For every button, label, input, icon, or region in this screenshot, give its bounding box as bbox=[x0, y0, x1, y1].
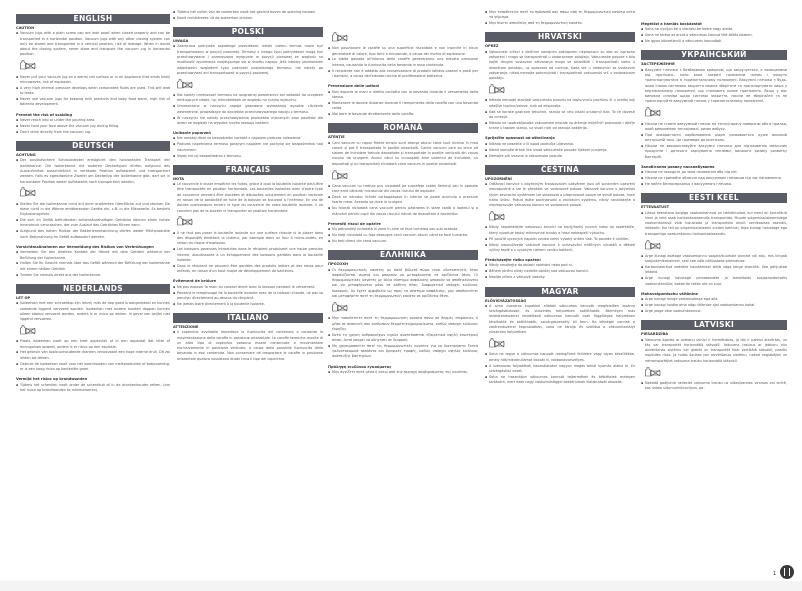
list-item: ▪ Die sich im Gefäß befindenden kohlensäurehaltigen Getränke können einen hohen Innendruck verursachen, der zum Auslauf des Getränkes führen kann. bbox=[16, 218, 170, 229]
scalding-list bbox=[328, 370, 478, 375]
scalding-heading: Evitement de brûlure bbox=[173, 279, 217, 284]
no-horizontal-transport-icon bbox=[176, 216, 194, 226]
scalding-list bbox=[485, 263, 635, 280]
list-item: ▪ Der auslaufsichere Schraubdeckel ermöglicht den horizontalen Transport der Isolierkanne. Die Isolierkanne mit anderen Deckeltypen dürfen aufgrund des Auslaufrisikos ausschließlich in vertikaler Position aufbewahrt und transportiert werden. Falls es irgendwelche Zweifel am Deckeltyp der Isolierkanne gibt, darf sie in horizontaler Position weder aufbewahrt noch transportiert werden. bbox=[16, 158, 170, 184]
column-2 bbox=[173, 8, 323, 363]
list-item: ▪ Během plnění nikdy nedržte obličej nad vakuovou konvicí. bbox=[485, 269, 635, 274]
no-horizontal-transport-icon bbox=[488, 338, 506, 348]
no-horizontal-transport-icon bbox=[331, 302, 349, 312]
no-horizontal-transport-icon bbox=[19, 60, 37, 70]
scalding-heading: Prevenzione delle ustioni bbox=[328, 84, 380, 89]
list-item: ▪ Κατά τη χρήση ανθρακούχων υγρών αναπτύσσεται εξαιρετικά υψηλή εσωτερική πίεση. Αυτό μπορεί να οδηγήσει σε διαρροή. bbox=[328, 333, 478, 344]
list-item: ▪ Nikad nemojte držati lice iznad vakuumske posude tijekom punjenja. bbox=[485, 148, 635, 153]
list-item: ▪ Don't drink directly from the vacuum jug. bbox=[16, 130, 170, 135]
scalding-list bbox=[641, 170, 787, 187]
list-item: ▪ Ärge kunagi minge valamisalasse ega alla. bbox=[641, 297, 787, 302]
list-item: ▪ Cani vacuum cu capac filetat simplu sunt etanșe atunci când sunt închise în mod corect și pot fi transportate în poziție orizontală. Canile vacuum care au orice alt sistem de închidere trebuie depozitate și transportate în poziție verticală din cauza riscului de scurgere. Atunci când nu cunoașteți bine sistemul de închidere, nu depozitați și nu transportați niciodată cana vacuum în poziție orizontală. bbox=[328, 141, 478, 167]
caution-list bbox=[641, 381, 787, 392]
section-header-cestina: ČEŠTINA bbox=[485, 165, 635, 175]
list-item: ▪ Ärge kunagi asetage vaakumkannu soojale/kuumale pinnale või atju, mis kiirgab soojust/mikrolaineid, sest see võib põhjustada plahvatuse. bbox=[641, 254, 787, 265]
scalding-list bbox=[16, 383, 170, 394]
list-item: ▪ Ärge kunagi kasutage piimatoodete ja beebitoidu soojashoidmiseks vaakumkanüüle; bakterite tekke oht on suur. bbox=[641, 276, 787, 287]
list-item: ▪ Never hold your face above the vacuum jug during filling. bbox=[16, 124, 170, 129]
list-item: ▪ Pendant le remplissage de la bouteille isolante avec de la boisson chaude, ne pas se pencher directement au-dessus du récipient. bbox=[173, 291, 323, 302]
no-horizontal-transport-icon bbox=[331, 170, 349, 180]
list-item: ▪ Podczas napełniania termosu gorącym napojem nie pochylaj się bezpośrednio nad naczyniem. bbox=[173, 142, 323, 153]
caution-list bbox=[328, 46, 478, 79]
column-3 bbox=[328, 8, 478, 376]
list-item: ▪ Μη χρησιμοποιείτε ποτέ τις θερμομονωτικές κανάτες για να διατηρήσετε ζεστά γαλακτοκομικά προϊόντα και βρεφικές τροφές, καθώς υπάρχει υψηλός κίνδυνος ανάπτυξης βακτηρίων. bbox=[328, 344, 478, 360]
list-item: ▪ Dans le récipient ne peuvent être gardées des produits laitiers et des repas pour enfants, en raison d'un haut risque de développement de bactéries. bbox=[173, 264, 323, 275]
caution-heading: PIESARDZĪBA bbox=[641, 332, 669, 337]
list-item: ▪ Il recipiente non è addatto alla conservazione di prodotti lattiero-caseari e pasti per i bambini, a causa dell'elevato rischio di proliferazione batterica. bbox=[328, 69, 478, 80]
list-item: ▪ Μην αγγίζετε ποτέ μέσα ή κάτω από την περιοχή σερβιρίσματος της κανάτας. bbox=[328, 370, 478, 375]
list-item: ▪ Dacă se introduc lichide carbogazoase în interior se poate acumula o presiune foarte mare. Aceasta va duce la scurgeri. bbox=[328, 195, 478, 206]
section-header-hrvatski: HRVATSKI bbox=[485, 32, 635, 42]
list-item: ▪ Non posizionare le caraffe su una superficie riscaldata e non inserirle in alcun generatore di calore, tipo forni a microonde, a causa del rischio di esplosione. bbox=[328, 46, 478, 57]
scalding-list bbox=[16, 118, 170, 135]
caution-heading: NOTA bbox=[173, 176, 185, 181]
list-item: ▪ Ніколи не тримайте обличчя над вакуумним глечиком під час наповнення. bbox=[641, 176, 787, 181]
list-item: ▪ Nie należy umieszczać termosu na rozgrzanej powierzchni ani wkładać do urządzeń emitujących ciepło, np. mikrofalówek ze względu na ryzyko wybuchu. bbox=[173, 93, 323, 104]
list-item: ▪ Non esporre le mani a diretto contatto con la bevanda durante il versamento della stessa. bbox=[328, 90, 478, 101]
scalding-list bbox=[328, 227, 478, 244]
column-1 bbox=[16, 8, 170, 394]
list-item: ▪ Nooit rechtstreeks uit de isoleerkan drinken. bbox=[173, 16, 323, 21]
list-item: ▪ Zakręcana pokrywka zapobiega przeciekom, dzięki czemu termos może być transportowany w pozycji poziomej. Termosy z innego typu pokrywkami mogą być przechowywane i przenoszone wyłącznie w pozycji pionowej ze względu na możliwość wyciekania znajdującego się w środku napoju. Jeśli istnieją jakiekolwiek wątpliwości względem typu pokrywki posiadanego termosu, nie należy go przechowywać ani transportować w pozycji poziomej. bbox=[173, 44, 323, 76]
list-item: ▪ A sima csavaros kupakkal ellátott vákuumos kancsók megfelelően lezárva szivárgásbiztosak, és vízszintes helyzetben szállíthatók. Bármilyen más lezárórendszerrel rendelkező vákuumos kancsók csak függőleges helyzetben tárolhatók és szállíthatók, szivárgásveszély áll fenn. Ha kétségei vannak a zárórendszerrel kapcsolatban, soha ne tárolja és szállítsa a vákuumtartályt vízszintes helyzetben. bbox=[485, 304, 635, 336]
list-item: ▪ Umieszczone w naczyniu napoje gazowane wytwarzają wysokie ciśnienie wewnętrzne, prowadzące do wycieków przechowywanego napoju z termosu. bbox=[173, 104, 323, 115]
list-item: ▪ Vakuuma ligzdas ar plakanu skrūvi ir hermētiskas, ja tās ir pareizi aizvērtas, un tās var transportēt horizontālā stāvoklī. Vakuuma traukus ar jebkuru citu aizvēršanas sistēmu var glabāt un transportēt tikai vertikālā stāvoklī, pastāv noplūdes risks. Ja rodas šaubas par aizvēršanas sistēmu, nekad neglabājiet un netransportējiet vakuuma trauku horizontālā stāvoklī. bbox=[641, 338, 787, 364]
list-item: ▪ Les boissons gazeuses introduites dans le récipient produisent une haute pression interne, aboutissante à un échappement des boissons gardées dans la bouteille isolante. bbox=[173, 247, 323, 263]
scalding-heading: Megelőzi a hámlás kockázatát bbox=[641, 22, 702, 26]
section-header-italiano: ITALIANO bbox=[173, 313, 323, 323]
column-4 bbox=[485, 8, 635, 386]
list-item: ▪ Odšávací konvice s obyčejným šroubovacím uzávěrem jsou při správném uzavření nepropustné a lze je převážet ve vodorovné poloze. Vakuové konvice s jakýmkoli jiným zavíracím systémem lze skladovat a přepravovat pouze ve svislé poloze, hrozí riziko úniku. Pokud máte pochybnosti o zavíracím systému, nikdy neukládejte a nepřepravujte vakuovou konvici ve vodorovné poloze. bbox=[485, 182, 635, 208]
caution-list bbox=[641, 211, 787, 237]
no-horizontal-transport-icon bbox=[644, 107, 662, 117]
caution-list bbox=[173, 330, 323, 362]
caution-list bbox=[173, 182, 323, 214]
list-item: ▪ Nikada ne upotrebljavajte vakuumske posude za držanje mliječnih proizvoda i dječje hrane u toplom stanju, uz visok rizik od razvoja bakterija. bbox=[485, 121, 635, 132]
caution-list bbox=[328, 316, 478, 360]
list-item: ▪ Nemojte piti izravno iz vakuumske posude. bbox=[485, 154, 635, 159]
section-header-romana: ROMÂNĂ bbox=[328, 123, 478, 133]
list-item: ▪ Nikdy nepoužívejte vakuové konvice k uchovávání mléčných výrobků a dětské výživy teplé a s vysokým rizikem vzniku bakterií. bbox=[485, 243, 635, 254]
caution-heading: OPREZ bbox=[485, 44, 499, 49]
caution-list bbox=[328, 141, 478, 167]
list-item: ▪ Nikdy nepokládejte vakuovou konvici na teplý/horký povrch nebo do spotřebiče, který vyzařuje teplo/ mikrovlnné trouby a hrozí nebezpečí výbuchu. bbox=[485, 225, 635, 236]
list-item: ▪ A very high internal pressure develops when carbonated fluids are used. This will lead to leaks. bbox=[16, 86, 170, 97]
caution-heading: ATTENZIONE bbox=[173, 325, 199, 329]
section-header-latviski: LATVISKI bbox=[641, 320, 787, 330]
list-item: ▪ Lihtsa keeratava korgiga vaakumkannud on lekkekindlad, kui need on korralikult kinni ja neid saab horisontaalasendis transportida. Muude sulgemissüsteemidega vaakumkannud võib hoiustada ja transportida ainult vertikaalses asendis, lekkeoht. Kui teil on sulgemissüsteemi suhtes kahtlusi, ärge kunagi hoiustage ega transportige vaakumkannu horisontaalasendis. bbox=[641, 211, 787, 237]
caution-list bbox=[16, 75, 170, 108]
section-header-deutsch: DEUTSCH bbox=[16, 141, 170, 151]
list-item: ▪ Isoleerkan met een schroefdop zijn lekvrij mits de dop goed is aangedraaid en kunnen zodoende liggend vervoerd worden. Isoleerkan met andere soorten doppen kunnen alleen staand vervoerd worden, anders is er risico op lekken. In geval van twijfel niet liggend vervoeren. bbox=[16, 301, 170, 322]
list-item: ▪ Tijdens het vullen van de isoleerkan nooit het gezicht boven de opening houden. bbox=[173, 10, 323, 15]
list-item: ▪ Il coperchio avvitabile impedisce la fuoriuscita del contenuto e consente la movimentazione della caraffa in posizione orizzontale. Le caraffe termiche munite di un altro tipo di coperchio possono essere conservate e movimentate esclusivamente in posizione verticale, a causa della possibile fuoriuscita della bevanda in essi contenuta. Non conservare né trasportare le caraffe in posizione orizzontale qualora sussistano dubbi circa il tipo del coperchio. bbox=[173, 330, 323, 362]
caution-list bbox=[641, 338, 787, 364]
list-item: ▪ Mantenere le dovute distanze durante il riempimento della caraffa con una bevanda calda. bbox=[328, 101, 478, 112]
scalding-list bbox=[641, 27, 787, 44]
scalding-list bbox=[173, 136, 323, 158]
section-header-magyar: MAGYAR bbox=[485, 287, 635, 297]
list-item: ▪ Le bibite gassate all'interno delle caraffe genereranno una elevata pressione interna, causando la fuoriuscita della bevanda in esso contenuta. bbox=[328, 57, 478, 68]
caution-list bbox=[328, 184, 478, 217]
column-5 bbox=[641, 8, 787, 392]
list-item: ▪ Trinken Sie niemals direkt aus der Isolierkanne. bbox=[16, 273, 170, 278]
caution-list bbox=[16, 339, 170, 372]
list-item: ▪ Ніколи не заходьте до зони наливання або під неї. bbox=[641, 170, 787, 175]
caution-list bbox=[485, 225, 635, 253]
section-header-ukrainskyi: УКРАЇНСЬКИЙ bbox=[641, 50, 787, 60]
scalding-list bbox=[328, 90, 478, 118]
scalding-list bbox=[485, 142, 635, 159]
list-item: ▪ Kad se koriste gazirane tekućine, razvija se vrlo visoki unutarnji tlak. To će dovesti do curenja. bbox=[485, 110, 635, 121]
list-item: ▪ Οι θερμομονωτικές κανάτες με απλό βιδωτό πώμα είναι υδατοστεγείς όταν ασφαλίζονται σωστά και μπορούν να μεταφέρονται σε οριζόντια θέση. Οι θερμομονωτικές κανάτες με άλλο σύστημα ασφάλισης μπορούν να αποθηκεύονται και να μεταφέρονται μόνο σε κάθετη θέση, διαφορετικά υπάρχει κίνδυνος διαρροής. Αν έχετε αμφιβολία ως προς το σύστημα ασφάλισης, μην αποθηκεύετε και μεταφέρετε ποτέ τη θερμομονωτική κανάτα σε οριζόντια θέση. bbox=[328, 268, 478, 300]
scalding-heading: Vermijd het risico op brandwonden bbox=[16, 377, 88, 382]
no-horizontal-transport-icon bbox=[19, 187, 37, 197]
caution-list bbox=[485, 182, 635, 208]
caution-list bbox=[641, 68, 787, 105]
caution-heading: ELŐVIGYÁZATOSSÁG bbox=[485, 298, 527, 303]
caution-list bbox=[173, 44, 323, 76]
list-item: ▪ Ne igyon közvetlenül a vákuumos kancsóból. bbox=[641, 39, 787, 44]
list-item: ▪ Soha ne tegye a vákuumos kancsót meleg/forró felületre vagy olyan készülékbe, amely hőt/mikrohullámot bocsát ki, robbanásveszélyes. bbox=[485, 352, 635, 363]
list-item: ▪ Nu pătrundeți niciodată în zona în care se face turnarea sau sub aceasta. bbox=[328, 227, 478, 232]
caution-heading: ΠΡΟΣΟΧΗ bbox=[328, 262, 348, 267]
list-item: ▪ Plaats isoleerkan nooit op een heet oppervlak of in een apparaat dat hitte of microgolven opwekt, anders is er risico op een explosie. bbox=[16, 339, 170, 350]
caution-list bbox=[16, 158, 170, 184]
scalding-heading: Spriječite opasnost od oštećivanja bbox=[485, 136, 555, 141]
list-item: ▪ Nu beți direct din cana vacuum. bbox=[328, 239, 478, 244]
scalding-list bbox=[16, 250, 170, 278]
caution-list bbox=[16, 301, 170, 322]
list-item: ▪ Nie narażaj dłoni na bezpośredni kontakt z napojem podczas nalewania. bbox=[173, 136, 323, 141]
list-item: ▪ Nigdy nie pij bezpośrednio z termosu. bbox=[173, 154, 323, 159]
section-header-polski: POLSKI bbox=[173, 27, 323, 37]
scalding-heading: Unikanie poparzeń bbox=[173, 131, 211, 136]
list-item: ▪ Mai bere le bevande direttamente dalla caraffa. bbox=[328, 112, 478, 117]
list-item: ▪ Karboniseeritud vedelike kasutamisel tekib väga kõrge siserõhk. See põhjustab lekkeid. bbox=[641, 265, 787, 276]
no-horizontal-transport-icon bbox=[644, 367, 662, 377]
list-item: ▪ Μην τοποθετείτε ποτέ τη θερμομονωτική κανάτα πάνω σε θερμές επιφάνειες ή μέσα σε συσκευές που εκπέμπουν θερμότητα/μικροκύματα, καθώς υπάρχει κίνδυνος έκρηξης. bbox=[328, 316, 478, 332]
no-horizontal-transport-icon bbox=[19, 325, 37, 335]
caution-list bbox=[173, 231, 323, 275]
caution-list bbox=[485, 50, 635, 82]
scalding-heading: Запобігання ризику насапабування bbox=[641, 164, 715, 169]
list-item: ▪ Nepijte přímo z vakuové nádoby. bbox=[485, 275, 635, 280]
list-item: ▪ W naczyniu nie należy przechowywania produktów mlecznych oraz posiłków dla dzieci ze względu na wysokie ryzyko rozwoju bakterii. bbox=[173, 116, 323, 127]
list-item: ▪ Při použití sycených kapalin vzniká velmi vysoký vnitřní tlak. To povede k únikům. bbox=[485, 237, 635, 242]
scalding-heading: Mahavalgumisohu vältimine bbox=[641, 291, 698, 296]
no-horizontal-transport-icon bbox=[331, 32, 349, 42]
scalding-heading: Předcházejte riziku opaření bbox=[485, 258, 541, 263]
caution-heading: UPOZORNĚNÍ bbox=[485, 176, 512, 181]
caution-heading: LET OP bbox=[16, 295, 31, 300]
list-item: ▪ Soha ne tartsa az arcát a vákuumos kancsó fölé töltés közben. bbox=[641, 33, 787, 38]
list-item: ▪ Ärge kunagi hoidke oma nägu täitmise ajal vaakumkannu kohal. bbox=[641, 303, 787, 308]
caution-list bbox=[16, 202, 170, 240]
scalding-list bbox=[641, 297, 787, 314]
list-item: ▪ Never use vacuum jugs for keeping milk products and baby food warm, high risk of bacteria development. bbox=[16, 97, 170, 108]
scalding-heading: Preveniți riscul de opărire bbox=[328, 221, 381, 226]
no-horizontal-transport-icon bbox=[488, 84, 506, 94]
page-number: 1 bbox=[773, 571, 777, 577]
scalding-heading: Vorsichtmaßnahmen zur Vermeidung des Risikos von Verbrühungen bbox=[16, 244, 154, 249]
caution-list bbox=[641, 122, 787, 160]
list-item: ▪ Nu stați niciodată cu fața deasupra canii vacuum atunci când se face turnarea. bbox=[328, 233, 478, 238]
list-item: ▪ Vakuumski vrčevi s običnim navojnim poklopcem nepropusni su ako su ispravno zatvoreni i mogu se transportirati u vodoravnom položaju. Vakuumske posude s bilo kojim drugim sustavom zatvaranja mogu se skladištiti i transportirati samo u okomitom položaju, uz opasnost od curenja. Kada ste u nedoumici sa sustavom zatvaranja, nikad nemojte pohranjivati i transportirati vakuumski vrč u vodoravnom položaju. bbox=[485, 50, 635, 82]
scalding-list bbox=[485, 10, 635, 26]
list-item: ▪ Ärge jooge otse vaakumkannust. bbox=[641, 309, 787, 314]
caution-list bbox=[173, 93, 323, 126]
scalding-heading: Πρόληψη κινδύνου εγκαύματος bbox=[328, 364, 392, 369]
scalding-list bbox=[173, 285, 323, 307]
list-item: ▪ Nikdy nesahejte do oblasti nalévání nebo pod ni. bbox=[485, 263, 635, 268]
list-item: ▪ Le couvercle à visser empêche les fuites, grâce à quoi la bouteille isolante peut-être être transportée en position horizontale. Les bouteilles isolantes avec d'autre type de couvercle peuvent être stockées et déplacées uniquement en position verticale en raison de la possibilité de fuite de la boisson se trouvant à l'intérieur. En cas de doutes quelconques envers le type du couvercle de votre bouteille isolante, il ne convient pas de la stocker ni transporter en position horizontale. bbox=[173, 182, 323, 214]
list-item: ▪ Nekādā gadījumā nelieciet vakuuma trauku uz siltas/karstas virsmas vai ierīcē, kas izdala siltumu/mikroviļņus, pa- bbox=[641, 381, 787, 392]
list-item: ▪ Halten Sie Ihr Gesicht niemals über das Gefäß während der Befüllung der Isolierkanne mit einem heißen Getränk. bbox=[16, 261, 170, 272]
list-item: ▪ Μην πίνετε απευθείας από τη θερμομονωτική κανάτα. bbox=[485, 21, 635, 26]
list-item: ▪ При використанні карбонованих рідин розвивається дуже високий внутрішній тиск. Це призведе до протікань. bbox=[641, 133, 787, 144]
caution-list bbox=[16, 31, 170, 57]
no-horizontal-transport-icon bbox=[488, 211, 506, 221]
list-item: ▪ Cana vacuum nu trebuie pus niciodată pe suprafețe calde/ fierbinți sau în aparate care emit căldură/ microunde din cauza riscului de explozie. bbox=[328, 184, 478, 195]
caution-list bbox=[485, 352, 635, 385]
section-header-francais: FRANÇAIS bbox=[173, 165, 323, 175]
caution-heading: UWAGA bbox=[173, 39, 189, 44]
caution-list bbox=[641, 254, 787, 287]
list-item: ▪ Не пийте безпосередньо з вакуумного глечика. bbox=[641, 182, 787, 187]
list-item: ▪ Het gebruik van koolzuurhoudende dranken veroorzaakt een hoge interne druk. Dit zal leiden tot lekken. bbox=[16, 350, 170, 361]
scalding-list bbox=[173, 10, 323, 21]
list-item: ▪ Nikada nemojte stavljati vakuumsku posudu na toplu/vruću površinu ili u uređaj koji odašilje toplinu/valove, rizik od eksplozije. bbox=[485, 98, 635, 109]
caution-heading: ЗАСТЕРЕЖЕННЯ bbox=[641, 62, 675, 67]
section-header-eesti-keel: EESTI KEEL bbox=[641, 193, 787, 203]
caution-heading: ATENȚIE bbox=[328, 135, 345, 140]
list-item: ▪ Never reach into or under the pouring area. bbox=[16, 118, 170, 123]
section-header-english: ENGLISH bbox=[16, 14, 170, 24]
list-item: ▪ Aufgrund des hohen Risikos der Bakterienentwicklung dürfen weder Milchprodukte noch Babynahrung im Gefäß aufbewahrt werden. bbox=[16, 229, 170, 240]
caution-list bbox=[328, 268, 478, 300]
list-item: ▪ Never put your vacuum jug on a warm/ hot surface or in an appliance that emits heat/ microwaves, risk of explosion. bbox=[16, 75, 170, 86]
section-header-nederlands: NEDERLANDS bbox=[16, 284, 170, 294]
caution-heading: ETTEVAATUST bbox=[641, 205, 670, 210]
list-item: ▪ Soha ne nyúljon be a kiöntési területre vagy alatta. bbox=[641, 27, 787, 32]
list-item: ▪ Tijdens het schenken nooit onder de schenktuit of in de drankenhouder reiken. (om het risico op brandwonden te minimaliseren). bbox=[16, 383, 170, 394]
scalding-heading: Prevent the risk of scalding bbox=[16, 112, 73, 117]
list-item: ▪ Soha ne használjon vákuumos kancsót tejtermékek és bébiételek melegen tartására, mert ezek nagy valószínűséggel baktériumok kialakulását okozzák. bbox=[485, 375, 635, 386]
list-item: ▪ Ніколи не використовуйте вакуумні глечики для підтримання молочних продуктів і дитячого харчування теплими, високого ризику розвитку бактерій. bbox=[641, 144, 787, 160]
caution-list bbox=[485, 304, 635, 336]
list-item: ▪ A szénsavas folyadékok használatakor nagyon magas belső nyomás alakul ki. Ez szivárgáshoz vezet. bbox=[485, 364, 635, 375]
list-item: ▪ Μην τοποθετείτε ποτέ το πρόσωπό σας πάνω από τη θερμομονωτική κανάτα κατά το γέμισμα. bbox=[485, 10, 635, 21]
list-item: ▪ Vacuum jugs with a plain screw cap are leak proof when closed properly and can be transported in a horizontal position. Vacuum jugs with any other closing system can only be stored and transported in a vertical position, risk of leakage. When in doubt about the closing system, never store and transport the vacuum jug in horizontal position. bbox=[16, 31, 170, 57]
caution-heading: CAUTION bbox=[16, 26, 35, 30]
list-item: ▪ Gebruik de isoleerkan nooit voor het warmhouden van melkproducten of babyvoeding, er is een hoog risico op bacteriële groei. bbox=[16, 362, 170, 373]
no-horizontal-transport-icon bbox=[176, 79, 194, 89]
list-item: ▪ Nikada ne posežite u ili ispod područja ulijevanja. bbox=[485, 142, 635, 147]
list-item: ▪ Вакуумні глечики з безбарвною кришкою, що закручується, є захищеними від протікань, коли вони закриті належним чином і можуть транспортуватися в горизонтальному положенні. Вакуумні глечики з будь-якою іншою системою закриття можна зберігати та транспортувати лише у вертикальному положенні, що становить ризик протікання. Якщо у вас виникли сумніви щодо системи закриття, ніколи не зберігайте та не транспортуйте вакуумний глечик у горизонтальному положенні. bbox=[641, 68, 787, 105]
list-item: ▪ Vermeiden Sie den direkten Kontakt der Hände mit dem Getränk während der Befüllung der Isolierkanne. bbox=[16, 250, 170, 261]
list-item: ▪ Il ne faut pas poser la bouteille isolante sur une surface chaude ni la placer dans des dispositifs émettant la chaleur, par exemple dans un four à micro-ondes, en raison du risque d'explosion. bbox=[173, 231, 323, 247]
section-header-ellinika: ΕΛΛΗΝΙΚΑ bbox=[328, 250, 478, 260]
no-horizontal-transport-icon bbox=[644, 240, 662, 250]
list-item: ▪ Stellen Sie die Isolierkanne nicht auf einer erwärmten Oberfläche auf und stecken Sie diese nicht in die Wärme emittierenden Geräte ein, z.B. in die Mikrowelle. Es besteht Explosionsgefahr. bbox=[16, 202, 170, 218]
list-item: ▪ Ne pas exposer la main au contact direct avec la boisson pendant le versement. bbox=[173, 285, 323, 290]
caution-list bbox=[485, 98, 635, 131]
list-item: ▪ Ніколи не ставте вакуумний глечик на теплу/гарячу поверхню або в прилад, який випромінює тепло/хвилі, ризик вибуху. bbox=[641, 122, 787, 133]
caution-heading: ACHTUNG bbox=[16, 153, 36, 158]
brand-logo-icon bbox=[780, 565, 794, 579]
list-item: ▪ Nu folosiți niciodată cana vacuum pentru păstrarea în stare caldă a laptelui și a mâncării pentru copii din cauza riscului ridicat de dezvoltare a bacteriilor. bbox=[328, 206, 478, 217]
list-item: ▪ Ne jamais boire directement à la bouteille isolante. bbox=[173, 302, 323, 307]
